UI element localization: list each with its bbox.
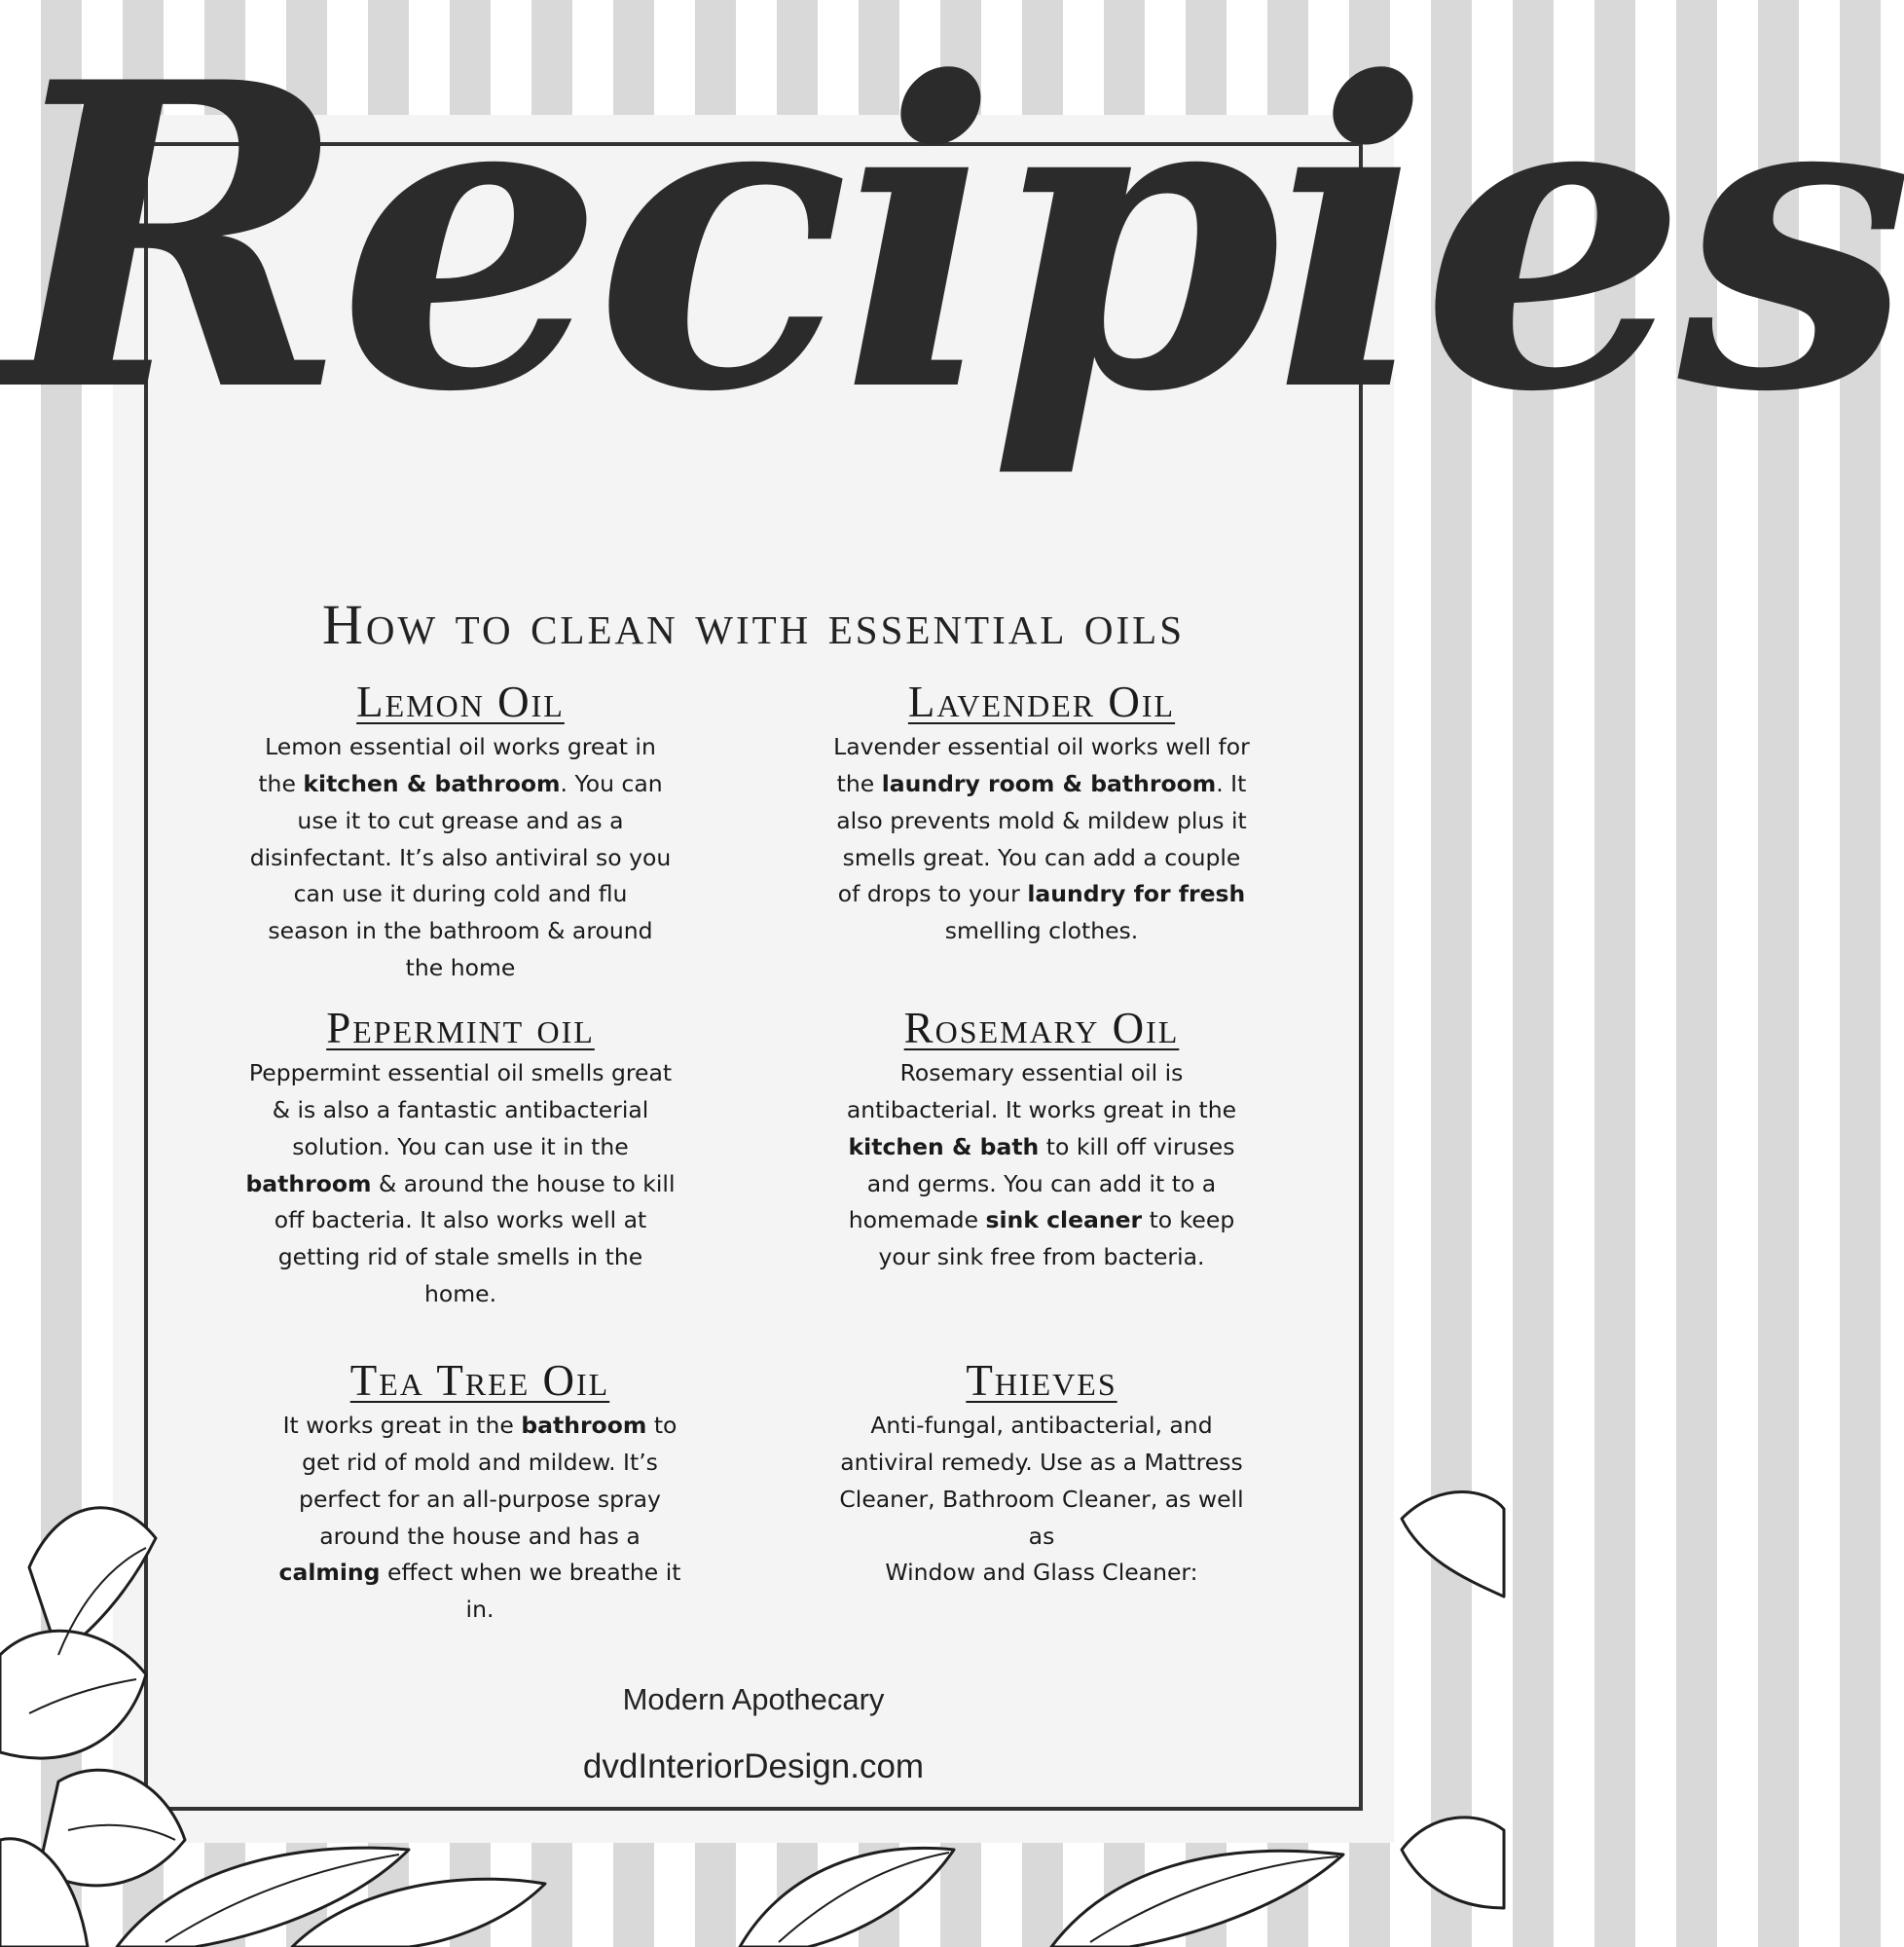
bold-phrase: laundry room & bathroom	[881, 770, 1217, 798]
bold-phrase: bathroom	[521, 1412, 647, 1440]
page-subtitle: How to clean with essential oils	[321, 593, 1186, 656]
page-title: Recipies	[0, 0, 1904, 484]
section-heading: Thieves	[966, 1356, 1117, 1405]
right-leaf-1	[740, 1848, 954, 1947]
section-body: Peppermint essential oil smells great & is also a fantastic antibacterial solution. You can use it in the bathroom & around the house to kill off bacteria. It also works well at getting rid of stale smells in the home.	[245, 1059, 676, 1308]
section-body: Lavender essential oil works well for the laundry room & bathroom. It also prevents mold & mildew plus it smells great. You can add a couple of drops to your laundry for fresh smelling clothes.	[833, 733, 1250, 945]
footer-brand: Modern Apothecary	[622, 1682, 885, 1716]
section-heading: Tea Tree Oil	[349, 1356, 610, 1405]
left-leaf-1	[117, 1848, 409, 1947]
section-body: Lemon essential oil works great in the kitchen & bathroom. You can use it to cut grease and as a disinfectant. It’s also antiviral so you can use it during cold and flu season in the bathroom & around the home	[249, 733, 672, 982]
section-body: Rosemary essential oil is antibacterial. It works great in the kitchen & bath to kill off viruses and germs. You can add it to a homemade sink cleaner to keep your sink free from bacteria.	[846, 1059, 1237, 1271]
right-petal-2	[1402, 1818, 1504, 1908]
section-heading: Lavender Oil	[907, 678, 1176, 726]
section-heading: Pepermint oil	[326, 1004, 595, 1052]
section-tea-tree-oil	[237, 1358, 723, 1629]
footer-website: dvdInteriorDesign.com	[582, 1747, 925, 1785]
section-body: It works great in the bathroom to get rid of mold and mildew. It’s perfect for an all-purpose spray around the house and has a calming effect when we breathe it in.	[278, 1412, 681, 1624]
bold-phrase: sink cleaner	[985, 1206, 1143, 1234]
bold-phrase: laundry for fresh	[1027, 880, 1246, 908]
section-lemon-oil	[217, 680, 704, 987]
right-petal-1	[1402, 1492, 1504, 1598]
section-heading: Rosemary Oil	[903, 1004, 1180, 1052]
section-lavender-oil	[798, 680, 1285, 950]
section-body: Anti-fungal, antibacterial, and antiviral remedy. Use as a Mattress Cleaner, Bathroom Cleaner, as well as Window and Glass Cleaner:	[839, 1412, 1244, 1587]
left-petal-4	[0, 1839, 88, 1947]
left-leaf-2	[292, 1879, 545, 1947]
bold-phrase: kitchen & bath	[848, 1132, 1040, 1160]
section-thieves	[798, 1358, 1285, 1592]
bold-phrase: calming	[278, 1559, 381, 1587]
bold-phrase: kitchen & bathroom	[303, 770, 561, 798]
section-peppermint-oil	[217, 1006, 704, 1313]
bold-phrase: bathroom	[245, 1169, 372, 1197]
section-heading: Lemon Oil	[356, 678, 565, 726]
section-rosemary-oil	[798, 1006, 1285, 1276]
right-leaf-2	[1051, 1851, 1343, 1947]
